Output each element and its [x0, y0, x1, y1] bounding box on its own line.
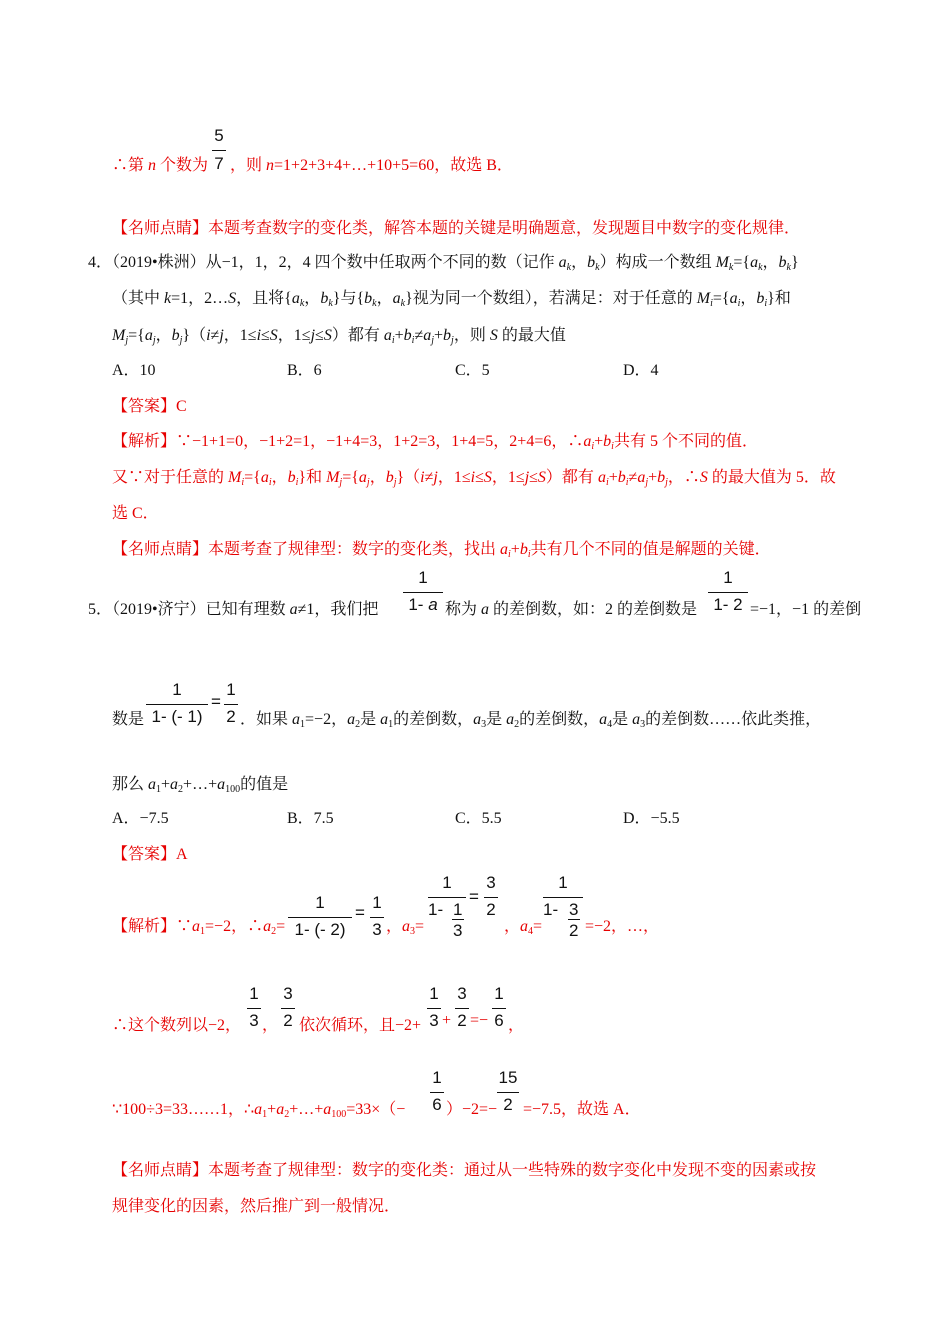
- q4-line-2: （其中 k=1，2…S，且将{$a_k$，$b_k$}与{$b_k$，$a_k$}视为同一个数组），若满足：对于任意的 $M_i=\{a_i$，$b_i$}和: [112, 290, 791, 309]
- fraction-1-6: 1 6: [492, 984, 506, 1036]
- q5-equals: =: [211, 692, 221, 711]
- q5-tip-2: 规律变化的因素，然后推广到一般情况．: [112, 1198, 401, 1215]
- q5-plus: +: [442, 1012, 452, 1029]
- q4-option-b: B．6: [287, 362, 322, 379]
- fraction-1-over-1-minus-2: 1 1- 2: [708, 568, 748, 620]
- q5-option-c: C．5.5: [455, 810, 502, 827]
- q5-line-2a: 数是: [112, 711, 145, 728]
- q4-line-1: 4．（2019•株洲）从−1，1，2，4 四个数中任取两个不同的数（记作 $a_k$，$b_k$）构成一个数组 $M_k=\{a_k$，$b_k$}: [88, 254, 799, 273]
- q5-eq-b: =: [469, 887, 479, 906]
- q5-analysis-2a: ∴这个数列以−2，: [112, 1017, 242, 1034]
- fraction-1-over-1-minus-3-2: 1 1- 3 2: [543, 873, 583, 945]
- fraction-1-over-1-minus-a: 1 1- a: [403, 568, 443, 620]
- q5-analysis-1b: ，$a_3=$: [386, 918, 425, 937]
- q5-analysis-2b: 依次循环，且−2+: [299, 1017, 422, 1034]
- q5-analysis-1d: =−2，…，: [585, 918, 660, 935]
- fraction-1-over-1-minus-neg1: 1 1- (- 1): [146, 680, 208, 732]
- q5-analysis-3b: ）−2=−: [446, 1101, 498, 1118]
- q4-option-d: D．4: [623, 362, 659, 379]
- fraction-3-2-sum: 3 2: [455, 984, 469, 1036]
- q5-line-2b: ．如果 $a_1=-2$，$a_2$是 $a_1$的差倒数，$a_3$是 $a_2$的差倒数，$a_4$是 $a_3$的差倒数……依此类推，: [240, 711, 822, 730]
- q4-tip: 【名师点睛】本题考查了规律型：数字的变化类，找出 $a_i+b_i$共有几个不同的值是解题的关键．: [112, 541, 771, 560]
- fraction-1-over-1-minus-neg2: 1 1- (- 2): [288, 893, 352, 945]
- q5-option-b: B．7.5: [287, 810, 334, 827]
- fraction-1-over-3: 1 3: [370, 893, 384, 945]
- q5-tip-1: 【名师点睛】本题考查了规律型：数字的变化类：通过从一些特殊的数字变化中发现不变的因素或按: [112, 1162, 817, 1179]
- fraction-5-7: [212, 126, 226, 176]
- q5-eq-neg: =−: [470, 1012, 489, 1029]
- q5-comma-2: ，: [508, 1017, 525, 1034]
- q5-line-1b: 称为 a 的差倒数，如：2 的差倒数是: [445, 601, 698, 618]
- q4-analysis-3: 选 C．: [112, 505, 159, 522]
- q5-analysis-1c: ，$a_4=$: [504, 918, 543, 937]
- q4-analysis-1: 【解析】∵−1+1=0，−1+2=1，−1+4=3，1+2=3，1+4=5，2+4=6，$\therefore a_i+b_i$共有 5 个不同的值．: [112, 433, 758, 452]
- fraction-denominator: 7: [214, 154, 224, 173]
- fraction-numerator: 5: [214, 126, 224, 145]
- q5-analysis-3c: =−7.5，故选 A．: [523, 1101, 641, 1118]
- q5-line-3: 那么 $a_1+a_2+\dots+a_{100}$的值是: [112, 776, 289, 795]
- prev-conclusion-line: ∴第 n 个数为: [112, 157, 209, 174]
- fraction-1-3-sum: 1 3: [427, 984, 441, 1036]
- q4-option-c: C．5: [455, 362, 490, 379]
- q5-option-a: A．−7.5: [112, 810, 169, 827]
- q5-option-d: D．−5.5: [623, 810, 680, 827]
- prev-conclusion-rest: ，则 n=1+2+3+4+…+10+5=60，故选 B．: [230, 157, 513, 174]
- q4-answer: 【答案】C: [112, 398, 187, 415]
- fraction-1-6-b: 1 6: [430, 1068, 444, 1120]
- q5-line-1a: 5．（2019•济宁）已知有理数 a≠1，我们把: [88, 601, 379, 618]
- fraction-15-2: 15 2: [498, 1068, 518, 1114]
- q4-option-a: A．10: [112, 362, 156, 379]
- fraction-1-over-2: 1 2: [224, 680, 238, 732]
- q4-line-3: $M_j=\{a_j$，$b_j\}(i\ne j$，1≤i≤S，1≤j≤S）都有 $a_i+b_i\ne a_j+b_j$，则 S 的最大值: [112, 327, 566, 346]
- q5-analysis-1a: 【解析】$\because a_1=-2$，$\therefore a_2=$: [112, 918, 286, 937]
- q5-comma: ，: [262, 1017, 279, 1034]
- q5-eq-a: =: [355, 903, 365, 922]
- q5-analysis-3a: ∵100÷3=33……1，$\therefore a_1+a_2+\dots+a_{100}=33\times(-$: [112, 1101, 406, 1120]
- fraction-1-3-cycle: 1 3: [247, 984, 261, 1036]
- prev-tip: 【名师点睛】本题考查数字的变化类，解答本题的关键是明确题意，发现题目中数字的变化规律．: [112, 220, 801, 237]
- fraction-3-2-cycle: 3 2: [281, 984, 295, 1036]
- fraction-1-over-1-minus-third: 1 1- 1 3: [428, 873, 466, 945]
- q4-analysis-2: 又∵对于任意的 $M_i=\{a_i$，$b_i$}和 $M_j=\{a_j$，$b_j\}(i\ne j$，1≤i≤S，1≤j≤S）都有 $a_i+b_i\ne a_j+b_j$，∴S 的最大值为 5．故: [112, 469, 836, 488]
- q5-answer: 【答案】A: [112, 846, 188, 863]
- fraction-3-over-2-a: 3 2: [484, 873, 498, 925]
- q5-line-1c: =−1，−1 的差倒: [750, 601, 862, 618]
